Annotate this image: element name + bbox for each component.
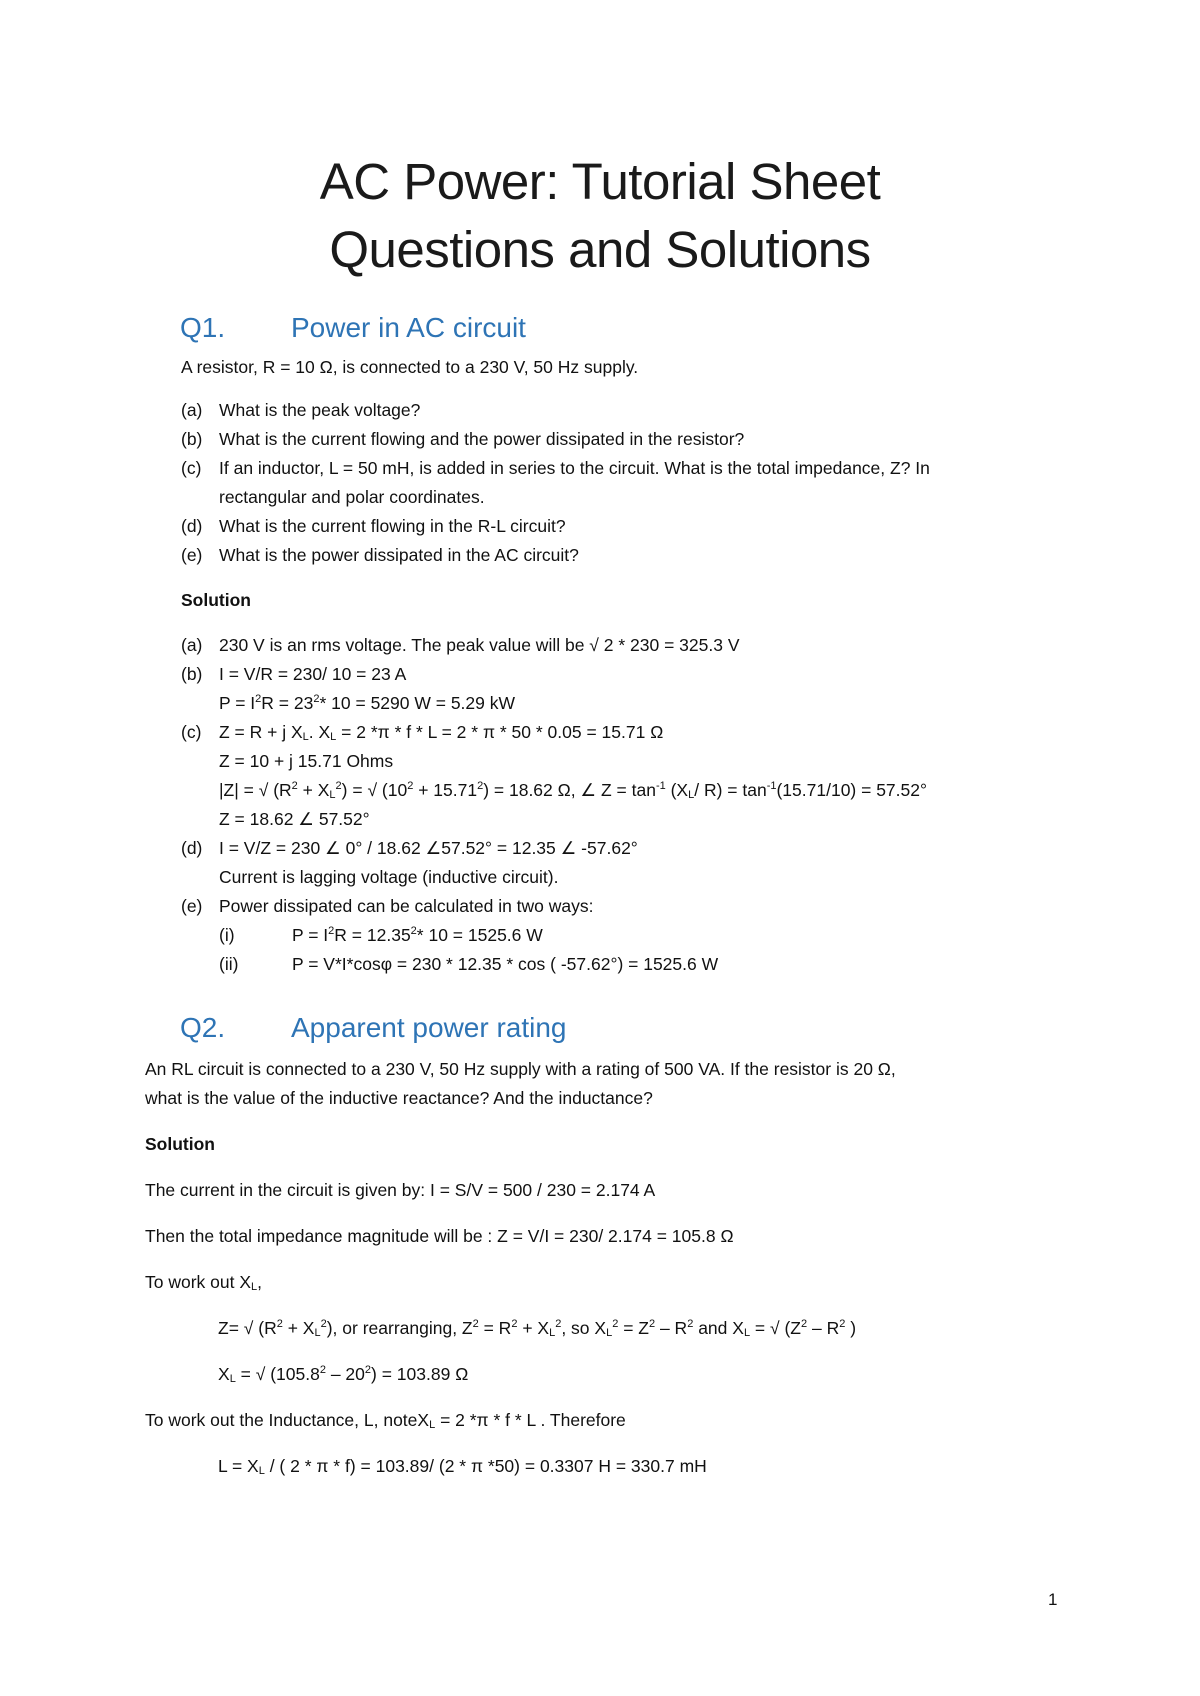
q2-solution-label: Solution <box>145 1134 215 1154</box>
s-text: / R) = tan <box>694 780 767 800</box>
q2-solution-line-2: Then the total impedance magnitude will be : Z = V/I = 230/ 2.174 = 105.8 Ω <box>145 1226 734 1246</box>
subscript: L <box>251 1281 258 1293</box>
superscript: 2 <box>612 1318 619 1330</box>
q1-number: Q1. <box>180 312 226 343</box>
s-text: ) = 103.89 Ω <box>371 1364 469 1384</box>
s-text: = √ (105.8 <box>235 1364 320 1384</box>
s-text: ), or rearranging, Z <box>326 1318 473 1338</box>
s-text: and X <box>693 1318 744 1338</box>
s-text: , <box>257 1272 263 1292</box>
s-text: . X <box>308 722 331 742</box>
superscript: 2 <box>687 1318 694 1330</box>
s-label: (c) <box>181 722 202 742</box>
q1-solution-c4: Z = 18.62 ∠ 57.52° <box>219 809 370 829</box>
q2-solution-line-4 <box>218 1316 856 1340</box>
q1-solution-c2: Z = 10 + j 15.71 Ohms <box>219 751 394 771</box>
s-label: (b) <box>181 664 203 684</box>
s-text <box>292 923 543 947</box>
superscript: -1 <box>655 780 666 792</box>
q-text: If an inductor, L = 50 mH, is added in series to the circuit. What is the total impedance, Z? In <box>219 458 930 478</box>
s-text: To work out X <box>145 1272 252 1292</box>
s-label: (a) <box>181 635 203 655</box>
superscript: 2 <box>472 1318 479 1330</box>
s-text: P = I <box>219 693 256 713</box>
superscript: 2 <box>839 1318 846 1330</box>
subscript: L <box>743 1327 751 1339</box>
s-text: ) = 18.62 Ω, ∠ Z = tan <box>483 780 656 800</box>
superscript: 2 <box>320 1318 327 1330</box>
superscript: 2 <box>801 1318 808 1330</box>
s-text: * 10 = 5290 W = 5.29 kW <box>319 693 516 713</box>
superscript: 2 <box>410 925 417 937</box>
q-label: (d) <box>181 516 203 536</box>
s-text <box>219 720 663 744</box>
s-text: = R <box>478 1318 512 1338</box>
s-text: ) = √ (10 <box>341 780 408 800</box>
subscript: L <box>229 1373 236 1385</box>
s-text: (X <box>665 780 689 800</box>
superscript: -1 <box>766 780 777 792</box>
q-text: What is the power dissipated in the AC circuit? <box>219 545 579 565</box>
s-text: = √ (Z <box>750 1318 801 1338</box>
q-label: (b) <box>181 429 203 449</box>
q2-heading <box>180 1012 780 1048</box>
q1-solution-d2: Current is lagging voltage (inductive circuit). <box>219 867 559 887</box>
superscript: 2 <box>328 925 335 937</box>
s-text: R = 12.35 <box>334 925 411 945</box>
s-text: – 20 <box>325 1364 365 1384</box>
s-text: (15.71/10) = 57.52° <box>776 780 927 800</box>
q1-intro: A resistor, R = 10 Ω, is connected to a 230 V, 50 Hz supply. <box>181 357 639 377</box>
q2-solution-line-7 <box>218 1454 707 1478</box>
s-text: I = V/Z = 230 ∠ 0° / 18.62 ∠57.52° = 12.35 ∠ -57.62° <box>219 838 638 858</box>
q2-number: Q2. <box>180 1012 226 1043</box>
s-text: Z = R + j X <box>219 722 303 742</box>
superscript: 2 <box>319 1364 326 1376</box>
s-text: 230 V is an rms voltage. The peak value will be √ 2 * 230 = 325.3 V <box>219 635 740 655</box>
subscript: L <box>314 1327 321 1339</box>
s-text: – R <box>655 1318 688 1338</box>
q1-solution-b2 <box>219 691 515 715</box>
s-text: = 2 *π * f * L = 2 * π * 50 * 0.05 = 15.71 Ω <box>336 722 664 742</box>
s-label: (d) <box>181 838 203 858</box>
s-text: * 10 = 1525.6 W <box>416 925 543 945</box>
q2-intro-1: An RL circuit is connected to a 230 V, 50 Hz supply with a rating of 500 VA. If the resistor is 20 Ω, <box>145 1059 896 1079</box>
q-text: What is the current flowing and the power dissipated in the resistor? <box>219 429 745 449</box>
s-text: To work out the Inductance, L, noteX <box>145 1410 430 1430</box>
q1-heading <box>180 312 780 348</box>
q-text: rectangular and polar coordinates. <box>219 487 485 507</box>
q-label: (a) <box>181 400 203 420</box>
superscript: 2 <box>313 693 320 705</box>
superscript: 2 <box>648 1318 656 1330</box>
q2-solution-line-1: The current in the circuit is given by: I = S/V = 500 / 230 = 2.174 A <box>145 1180 656 1200</box>
s-text: / ( 2 * π * f) = 103.89/ (2 * π *50) = 0.3307 H = 330.7 mH <box>264 1456 707 1476</box>
superscript: 2 <box>364 1364 372 1376</box>
superscript: 2 <box>276 1318 283 1330</box>
s-text: P = V*I*cosφ = 230 * 12.35 * cos ( -57.62°) = 1525.6 W <box>292 954 719 974</box>
s-text: P = I <box>292 925 329 945</box>
superscript: 2 <box>291 780 298 792</box>
page-title-line1: AC Power: Tutorial Sheet <box>319 153 881 210</box>
superscript: 2 <box>255 693 262 705</box>
q1-solution-label: Solution <box>181 590 251 610</box>
subscript: L <box>429 1419 436 1431</box>
q1-title: Power in AC circuit <box>291 312 526 343</box>
q-text: What is the peak voltage? <box>219 400 421 420</box>
subscript: L <box>688 789 695 801</box>
q2-title: Apparent power rating <box>291 1012 567 1043</box>
subscript: L <box>330 731 337 743</box>
s-text: X <box>218 1364 230 1384</box>
q2-solution-line-6 <box>145 1408 626 1432</box>
q2-solution-line-3 <box>145 1270 262 1294</box>
page-number: 1 <box>1048 1590 1058 1609</box>
s-text: – R <box>807 1318 840 1338</box>
s-label: (ii) <box>219 954 239 974</box>
s-text: ) <box>845 1318 857 1338</box>
s-text: R = 23 <box>261 693 314 713</box>
subscript: L <box>302 731 309 743</box>
s-text: L = X <box>218 1456 259 1476</box>
q-label: (c) <box>181 458 202 478</box>
page-title-line2: Questions and Solutions <box>329 221 871 278</box>
superscript: 2 <box>511 1318 518 1330</box>
s-text: , so X <box>561 1318 607 1338</box>
superscript: 2 <box>407 780 414 792</box>
superscript: 2 <box>555 1318 562 1330</box>
q-text: What is the current flowing in the R-L circuit? <box>219 516 566 536</box>
s-text: + 15.71 <box>413 780 478 800</box>
s-text: + X <box>297 780 330 800</box>
s-text: = Z <box>618 1318 649 1338</box>
q-label: (e) <box>181 545 203 565</box>
s-text: Z= √ (R <box>218 1318 277 1338</box>
s-text: = 2 *π * f * L . Therefore <box>435 1410 626 1430</box>
s-label: (e) <box>181 896 203 916</box>
q1-solution-c3 <box>219 778 927 802</box>
subscript: L <box>329 789 336 801</box>
superscript: 2 <box>477 780 484 792</box>
s-text: Power dissipated can be calculated in two ways: <box>219 896 594 916</box>
s-text: I = V/R = 230/ 10 = 23 A <box>219 664 407 684</box>
q2-intro-2: what is the value of the inductive reactance? And the inductance? <box>145 1088 653 1108</box>
subscript: L <box>549 1327 556 1339</box>
s-text: + X <box>517 1318 550 1338</box>
s-text: + X <box>282 1318 315 1338</box>
superscript: 2 <box>335 780 342 792</box>
s-label: (i) <box>219 925 235 945</box>
q2-solution-line-5 <box>218 1362 468 1386</box>
s-text: |Z| = √ (R <box>219 780 292 800</box>
subscript: L <box>606 1327 613 1339</box>
subscript: L <box>258 1465 265 1477</box>
